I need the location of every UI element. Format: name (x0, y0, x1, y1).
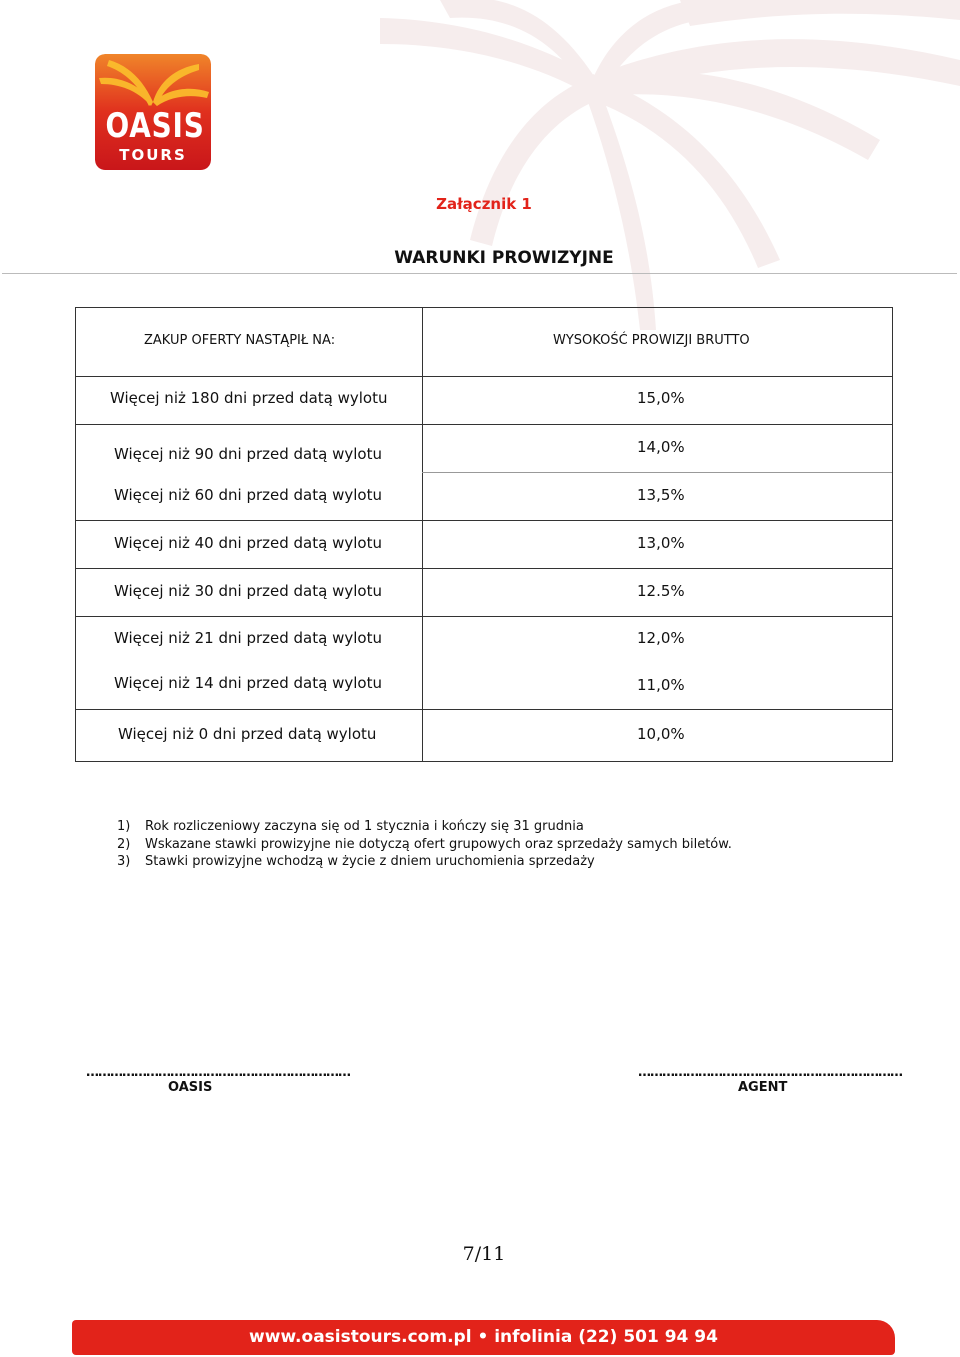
header-commission: WYSOKOŚĆ PROWIZJI BRUTTO (553, 333, 750, 348)
row-label: Więcej niż 180 dni przed datą wylotu (110, 389, 388, 407)
title-divider (2, 273, 957, 274)
row-value: 12,0% (637, 629, 685, 647)
row-divider (76, 568, 892, 569)
document-title: WARUNKI PROWIZYJNE (394, 248, 614, 268)
signature-line-agent: ………………………………………………………… (638, 1065, 902, 1080)
note-number: 1) (117, 819, 131, 834)
footer-contact: www.oasistours.com.pl • infolinia (22) 501 94 94 (249, 1327, 718, 1347)
header-divider (76, 376, 892, 377)
row-value: 13,0% (637, 534, 685, 552)
row-divider (76, 616, 892, 617)
note-number: 3) (117, 854, 131, 869)
row-value: 13,5% (637, 486, 685, 504)
logo-word-oasis: OASIS (105, 106, 205, 146)
row-divider (76, 520, 892, 521)
row-label: Więcej niż 14 dni przed datą wylotu (114, 674, 382, 692)
list-item (117, 818, 732, 836)
signature-label-agent: AGENT (738, 1080, 788, 1095)
row-value: 11,0% (637, 676, 685, 694)
page-number: 7/11 (462, 1243, 506, 1265)
oasis-tours-logo (95, 54, 211, 170)
commission-table (75, 307, 893, 762)
row-divider (76, 424, 892, 425)
row-divider (422, 472, 892, 473)
footer-banner (72, 1320, 895, 1355)
header-purchase-time: ZAKUP OFERTY NASTĄPIŁ NA: (144, 333, 336, 348)
row-value: 12.5% (637, 582, 685, 600)
signature-line-oasis: ………………………………………………………… (86, 1065, 350, 1080)
row-value: 15,0% (637, 389, 685, 407)
row-label: Więcej niż 30 dni przed datą wylotu (114, 582, 382, 600)
row-label: Więcej niż 0 dni przed datą wylotu (118, 725, 377, 743)
list-item (117, 853, 732, 871)
row-label: Więcej niż 60 dni przed datą wylotu (114, 486, 382, 504)
note-number: 2) (117, 836, 131, 852)
row-label: Więcej niż 21 dni przed datą wylotu (114, 629, 382, 647)
row-divider (76, 709, 892, 710)
row-value: 10,0% (637, 725, 685, 743)
list-item (117, 836, 732, 854)
note-text: Wskazane stawki prowizyjne nie dotyczą ofert grupowych oraz sprzedaży samych biletów. (145, 836, 732, 852)
row-value: 14,0% (637, 438, 685, 456)
palm-watermark (380, 0, 960, 330)
row-label: Więcej niż 40 dni przed datą wylotu (114, 534, 382, 552)
note-text: Rok rozliczeniowy zaczyna się od 1 stycznia i kończy się 31 grudnia (145, 819, 584, 834)
signature-label-oasis: OASIS (168, 1080, 213, 1095)
notes-list (117, 818, 732, 871)
logo-word-tours: TOURS (119, 146, 187, 164)
row-label: Więcej niż 90 dni przed datą wylotu (114, 445, 382, 463)
annex-label: Załącznik 1 (436, 195, 532, 213)
note-text: Stawki prowizyjne wchodzą w życie z dniem uruchomienia sprzedaży (145, 854, 595, 869)
